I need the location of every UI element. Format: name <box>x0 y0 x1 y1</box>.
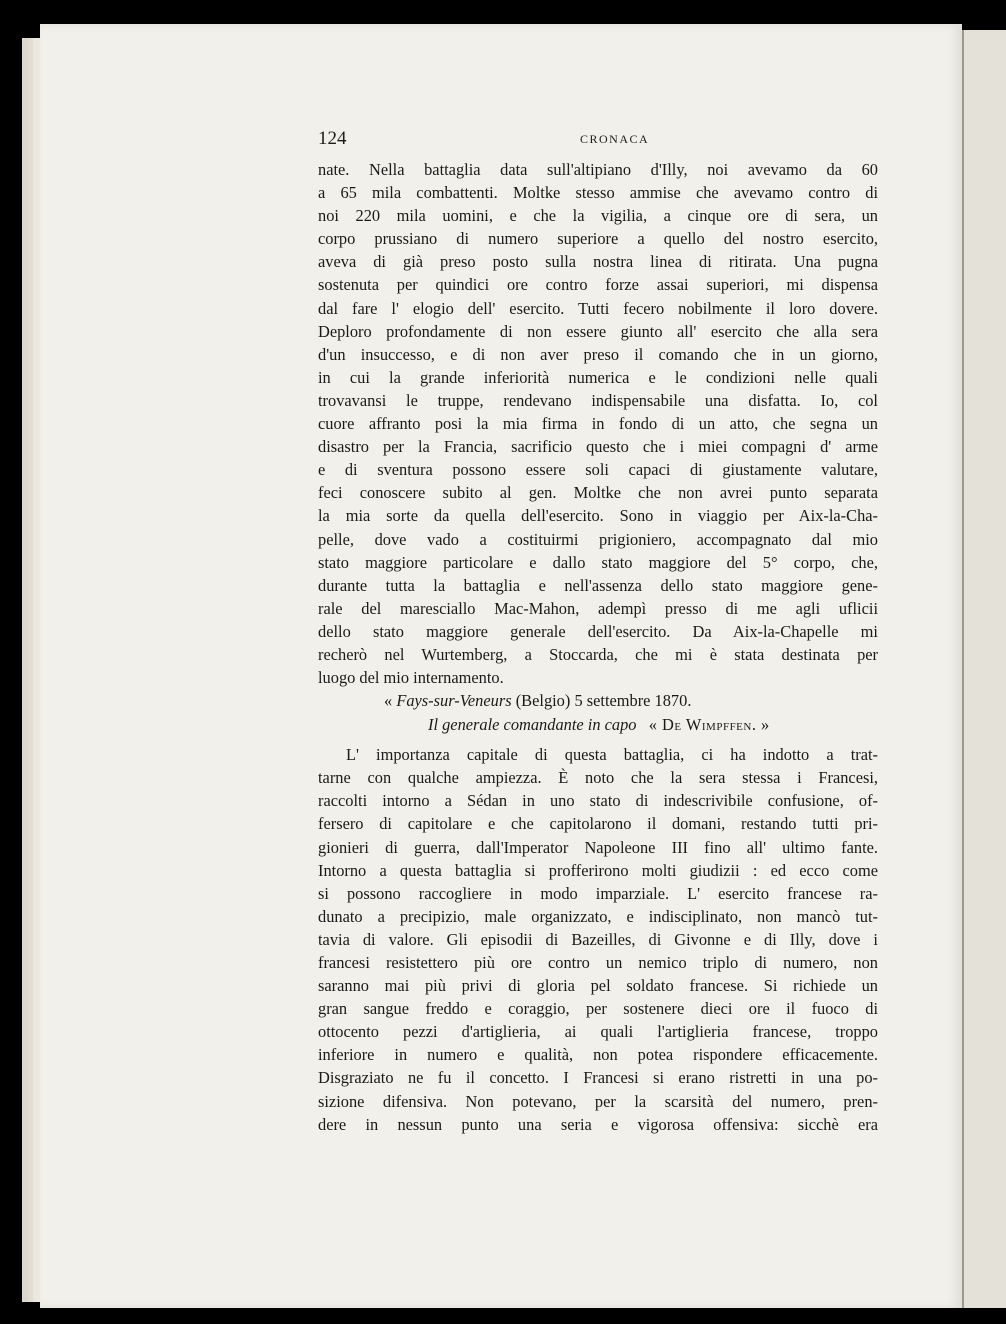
text-line: sizione difensiva. Non potevano, per la scarsità del numero, pren- <box>318 1091 878 1111</box>
text-line: corpo prussiano di numero superiore a quello del nostro esercito, <box>318 229 878 249</box>
text-line: ottocento pezzi d'artiglieria, ai quali l'artiglieria francese, troppo <box>318 1022 878 1042</box>
text-line: disastro per la Francia, sacrificio questo che i miei compagni d' arme <box>318 437 878 457</box>
text-line: fersero di capitolare e che capitolarono il domani, restando tutti pri- <box>318 814 878 834</box>
text-line: in cui la grande inferiorità numerica e le condizioni nelle quali <box>318 367 878 387</box>
open-quote: « <box>384 691 393 711</box>
text-line: feci conoscere subito al gen. Moltke che non avrei punto separata <box>318 483 878 503</box>
text-line: aveva di già preso posto sulla nostra linea di ritirata. Una pugna <box>318 252 878 272</box>
paragraph-commentary <box>318 743 878 1136</box>
text-line: stato maggiore particolare e dallo stato maggiore del 5° corpo, che, <box>318 552 878 572</box>
signature-place-date <box>318 689 878 713</box>
text-line: noi 220 mila uomini, e che la vigilia, a cinque ore di sera, un <box>318 206 878 226</box>
signature-rank-name <box>318 713 878 737</box>
text-line: Deploro profondamente di non essere giunto all' esercito che alla sera <box>318 321 878 341</box>
text-line: gionieri di guerra, dall'Imperator Napoleone III fino all' ultimo fante. <box>318 837 878 857</box>
text-line: la mia sorte da quella dell'esercito. Sono in viaggio per Aix-la-Cha- <box>318 506 878 526</box>
text-line: durante tutta la battaglia e nell'assenza dello stato maggiore gene- <box>318 575 878 595</box>
text-line: a 65 mila combattenti. Moltke stesso ammise che avevamo contro di <box>318 183 878 203</box>
text-line: si possono raccogliere in modo imparziale. L' esercito francese ra- <box>318 883 878 903</box>
text-line: tavia di valore. Gli episodii di Bazeilles, di Givonne e di Illy, dove i <box>318 929 878 949</box>
running-title: CRONACA <box>580 132 650 146</box>
signature-place-rest: (Belgio) 5 settembre 1870. <box>515 691 692 711</box>
running-head <box>318 128 878 150</box>
text-line: nate. Nella battaglia data sull'altipiano d'Illy, noi avevamo da 60 <box>318 160 878 179</box>
text-line: tarne con qualche ampiezza. È noto che la sera stessa i Francesi, <box>318 768 878 788</box>
text-line: d'un insuccesso, e di non aver preso il comando che in un giorno, <box>318 344 878 364</box>
text-line: L' importanza capitale di questa battaglia, ci ha indotto a trat- <box>346 745 878 765</box>
text-line: e di sventura possono essere soli capaci di giustamente valutare, <box>318 460 878 480</box>
text-line: trovavansi le truppe, rendevano indispensabile una disfatta. Io, col <box>318 390 878 410</box>
text-line: rale del maresciallo Mac-Mahon, adempì presso di me agli uflicii <box>318 598 878 618</box>
text-line: sostenuta per quindici ore contro forze assai superiori, mi dispensa <box>318 275 878 295</box>
text-line: Disgraziato ne fu il concetto. I Francesi si erano ristretti in una po- <box>318 1068 878 1088</box>
text-line: Intorno a questa battaglia si profferirono molti giudizii : ed ecco come <box>318 860 878 880</box>
signature-place: Fays-sur-Veneurs <box>396 691 512 711</box>
signature-rank: Il generale comandante in capo <box>428 715 637 735</box>
text-line: dal fare l' elogio dell' esercito. Tutti fecero nobilmente il loro dovere. <box>318 298 878 318</box>
text-line: gran sangue freddo e coraggio, per sostenere dieci ore il fuoco di <box>318 999 878 1019</box>
text-line: raccolti intorno a Sédan in uno stato di indescrivibile confusione, of- <box>318 791 878 811</box>
text-line: saranno mai più privi di gloria pel soldato francese. Si richiede un <box>318 976 878 996</box>
signature-block <box>318 689 878 737</box>
text-line: cuore affranto posi la mia firma in fondo di un atto, che segna un <box>318 414 878 434</box>
next-page-edge <box>962 30 1006 1308</box>
text-line: dunato a precipizio, male organizzato, e indisciplinato, non mancò tut- <box>318 906 878 926</box>
text-line: pelle, dove vado a costituirmi prigioniero, accompagnato dal mio <box>318 529 878 549</box>
text-line: dello stato maggiore generale dell'esercito. Da Aix-la-Chapelle mi <box>318 621 878 641</box>
text-line: inferiore in numero e qualità, non potea rispondere efficacemente. <box>318 1045 878 1065</box>
paragraph-letter-continuation <box>318 158 878 689</box>
text-line: francesi resistettero più ore contro un nemico triplo di numero, non <box>318 953 878 972</box>
text-line: recherò nel Wurtemberg, a Stoccarda, che mi è stata destinata per <box>318 644 878 664</box>
text-line: dere in nessun punto una seria e vigorosa offensiva: sicchè era <box>318 1114 878 1134</box>
signature-name: « De Wimpffen. » <box>648 715 770 735</box>
body-text <box>318 158 878 1136</box>
page-number: 124 <box>318 128 347 149</box>
text-line: luogo del mio internamento. <box>318 668 504 688</box>
